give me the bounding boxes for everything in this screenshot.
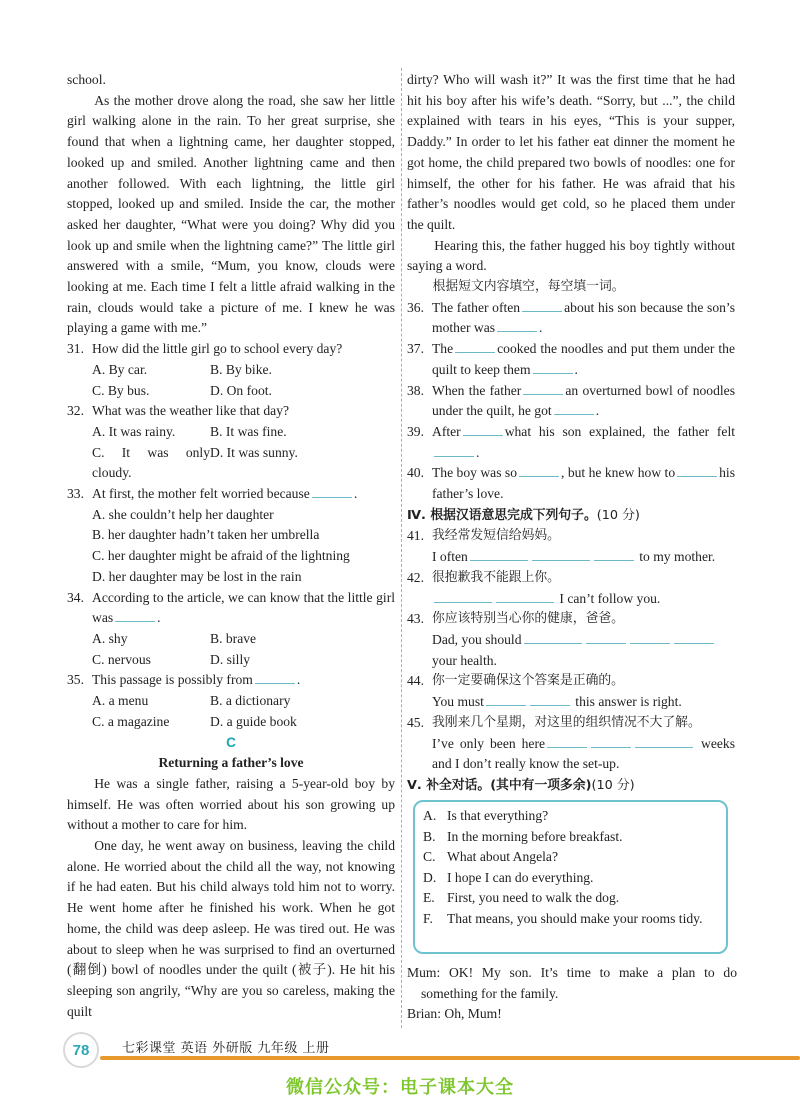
question-text: an overturned bowl of noodles under the quilt, he got	[432, 382, 736, 419]
question-text: According to the article, we can know that the little girl was	[92, 589, 395, 626]
question-number: 45.	[407, 714, 424, 730]
question-text: Dad, you should	[432, 631, 522, 647]
watermark: 微信公众号：电子课本大全	[286, 1077, 514, 1098]
dialogue-option	[423, 806, 718, 827]
passage-paragraph: dirty? Who will wash it?” It was the first time that he had hit his boy after his wife’s death. “Sorry, but ...”, the child explained with tears in his eyes, “This is your supper, Daddy.” In order to let his father eat dinner the moment he got home, the child prepared two bowls of noodles: one for himself, the other for his father. He was afraid that his father’s noodles would get cold, so he placed them under the quilt.	[407, 72, 735, 232]
question-number: 44.	[407, 673, 424, 689]
answer-blank[interactable]	[522, 298, 562, 312]
question-number: 31.	[67, 341, 84, 357]
answer-blank[interactable]	[434, 589, 492, 603]
option-d: D. her daughter may be lost in the rain	[92, 568, 302, 584]
question-text: , but he knew how to	[561, 465, 676, 481]
section-heading	[407, 775, 735, 797]
question-44	[407, 671, 735, 712]
question-text: I can’t follow you.	[559, 590, 661, 606]
question-text: cooked the noodles and put them under the quilt to keep them	[432, 341, 735, 377]
punct: .	[595, 403, 600, 419]
answer-blank[interactable]	[591, 734, 631, 748]
option-text: That means, you should make your rooms tidy.	[447, 910, 703, 926]
answer-blank[interactable]	[455, 339, 495, 353]
option-letter: B.	[423, 828, 436, 844]
question-number: 43.	[407, 611, 424, 627]
option-b: B. It was fine.	[210, 423, 287, 439]
question-number: 40.	[407, 465, 424, 481]
passage-paragraph: As the mother drove along the road, she saw her little girl walking alone in the rain. To her great surprise, she found that when a lightning came, her daughter stopped, looked up and smiled. Another lightning came and then another followed. With each lightning, the little girl stopped, looked up and smiled. Inside the car, the mother asked her daughter, “What were you doing? Why did you look up and smile when the lightning came?” The little girl answered with a smile, “Mum, you know, clouds were looking at me. Each time I felt a little afraid walking in the rain, clouds would take a picture of me. I knew he was playing a game with me.”	[67, 92, 395, 336]
chinese-prompt: 你应该特别当心你的健康，爸爸。	[432, 611, 624, 627]
answer-blank[interactable]	[530, 692, 570, 706]
punct: .	[476, 444, 480, 460]
chinese-prompt: 我经常发短信给妈妈。	[432, 528, 560, 544]
option-text: First, you need to walk the dog.	[447, 890, 620, 906]
question-number: 32.	[67, 403, 84, 419]
option-c: C. It was only cloudy.	[92, 444, 210, 481]
passage-text: school.	[67, 72, 106, 87]
dialogue-line: Brian: Oh, Mum!	[407, 1006, 502, 1022]
dialogue-options-box	[413, 800, 728, 954]
answer-blank[interactable]	[594, 547, 634, 561]
question-number: 39.	[407, 423, 424, 439]
chinese-prompt: 我刚来几个星期，对这里的组织情况不大了解。	[432, 714, 701, 730]
punct: .	[296, 672, 301, 688]
answer-blank[interactable]	[524, 630, 582, 644]
question-text: about his son because the son’s mother was	[432, 299, 735, 336]
option-c: C. By bus.	[92, 382, 150, 398]
option-text: I hope I can do everything.	[447, 869, 594, 885]
question-text: How did the little girl go to school every day?	[92, 341, 343, 357]
option-letter: F.	[423, 910, 433, 926]
option-a: A. It was rainy.	[92, 423, 176, 439]
section-title: Ⅳ. 根据汉语意思完成下列句子。	[407, 507, 597, 523]
question-number: 41.	[407, 528, 424, 544]
option-text: What about Angela?	[447, 849, 558, 865]
question-number: 34.	[67, 589, 84, 605]
page-number: 78	[63, 1032, 99, 1068]
option-b: B. brave	[210, 630, 257, 646]
passage-title: Returning a father’s love	[158, 755, 304, 771]
passage-paragraph: One day, he went away on business, leaving the child alone. He worried about the child all the way, not knowing if he had eaten. But his child always told him not to worry. He went home after he finished his work. When he got home, the child was deep asleep. He was tired out. He was about to sleep when he was surprised to find an overturned (翻倒) bowl of noodles under the quilt (被子). He hit his sleeping son angrily, “Why are you so careless, making the quilt	[67, 838, 395, 1019]
answer-blank[interactable]	[677, 463, 717, 477]
answer-blank[interactable]	[312, 484, 352, 498]
dialogue-line: Mum: OK! My son. It’s time to make a plan to do something for the family.	[407, 965, 737, 1001]
question-number: 35.	[67, 672, 84, 688]
answer-blank[interactable]	[554, 401, 594, 415]
question-34	[67, 588, 395, 671]
chinese-prompt: 你一定要确保这个答案是正确的。	[432, 673, 624, 689]
left-column	[67, 70, 395, 1022]
passage-paragraph: Hearing this, the father hugged his boy tightly without saying a word.	[407, 237, 735, 274]
question-text: What was the weather like that day?	[92, 403, 290, 419]
question-text: At first, the mother felt worried because	[92, 486, 310, 502]
answer-blank[interactable]	[470, 547, 528, 561]
question-36	[407, 298, 735, 339]
question-text: to my mother.	[639, 549, 716, 565]
section-letter: C	[226, 734, 236, 750]
question-text: When the father	[432, 382, 522, 398]
section-heading	[407, 505, 735, 527]
punct: .	[353, 486, 358, 502]
instruction: 根据短文内容填空，每空填一词。	[432, 279, 625, 295]
answer-blank[interactable]	[586, 630, 626, 644]
option-letter: E.	[423, 890, 435, 906]
section-title: Ⅴ. 补全对话。(其中有一项多余)	[407, 777, 592, 793]
option-c: C. her daughter might be afraid of the lightning	[92, 548, 350, 564]
section-points: (10 分)	[596, 507, 640, 523]
question-42	[407, 568, 735, 609]
question-32	[67, 401, 395, 484]
answer-blank[interactable]	[255, 670, 295, 684]
question-text: what his son explained, the father felt	[504, 423, 735, 439]
book-title: 七彩课堂 英语 外研版 九年级 上册	[122, 1041, 330, 1056]
answer-blank[interactable]	[532, 547, 590, 561]
option-b: B. her daughter hadn’t taken her umbrella	[92, 527, 320, 543]
question-31	[67, 339, 395, 401]
question-number: 36.	[407, 299, 424, 315]
question-38	[407, 381, 735, 422]
answer-blank[interactable]	[630, 630, 670, 644]
option-a: A. By car.	[92, 361, 148, 377]
option-a: A. a menu	[92, 693, 149, 709]
question-40	[407, 463, 735, 504]
option-c: C. nervous	[92, 651, 151, 667]
option-text: Is that everything?	[447, 808, 549, 823]
question-45	[407, 713, 735, 775]
section-points: (10 分)	[591, 777, 635, 793]
option-a: A. she couldn’t help her daughter	[92, 506, 274, 522]
punct: .	[157, 610, 161, 626]
punct: .	[574, 361, 578, 377]
question-text: The	[432, 341, 454, 357]
answer-blank[interactable]	[547, 734, 587, 748]
option-b: B. a dictionary	[210, 693, 291, 709]
question-text: this answer is right.	[575, 694, 682, 710]
question-number: 37.	[407, 341, 424, 357]
punct: .	[539, 320, 543, 336]
question-35	[67, 670, 395, 732]
footer-rule	[100, 1056, 800, 1060]
dialogue-option	[423, 868, 718, 889]
option-letter: D.	[423, 869, 437, 885]
dialogue-option	[423, 909, 718, 930]
answer-blank[interactable]	[463, 422, 503, 436]
chinese-prompt: 很抱歉我不能跟上你。	[432, 569, 560, 585]
option-letter: C.	[423, 849, 436, 865]
option-text: In the morning before breakfast.	[447, 828, 623, 844]
dialogue-option	[423, 888, 718, 909]
dialogue-option	[423, 827, 718, 848]
question-33	[67, 484, 395, 588]
column-divider	[401, 68, 402, 1028]
question-text: I often	[432, 549, 468, 565]
question-number: 38.	[407, 382, 424, 398]
answer-blank[interactable]	[434, 443, 474, 457]
question-text: weeks and I don’t really know the set-up.	[432, 735, 735, 772]
answer-blank[interactable]	[523, 381, 563, 395]
option-c: C. a magazine	[92, 713, 170, 729]
dialogue	[407, 963, 737, 1025]
option-b: B. By bike.	[210, 361, 272, 377]
answer-blank[interactable]	[497, 318, 537, 332]
answer-blank[interactable]	[496, 589, 554, 603]
question-number: 42.	[407, 569, 424, 585]
option-d: D. a guide book	[210, 713, 297, 729]
question-43	[407, 609, 735, 671]
dialogue-option	[423, 847, 718, 868]
question-number: 33.	[67, 486, 84, 502]
option-letter: A.	[423, 808, 437, 823]
question-text: your health.	[432, 652, 497, 668]
answer-blank[interactable]	[486, 692, 526, 706]
question-text: After	[432, 423, 461, 439]
right-column	[407, 70, 735, 797]
question-41	[407, 526, 735, 567]
question-text: You must	[432, 694, 484, 710]
option-d: D. It was sunny.	[210, 444, 298, 460]
option-d: D. silly	[210, 651, 251, 667]
question-39	[407, 422, 735, 463]
question-text: I’ve only been here	[432, 735, 546, 751]
option-a: A. shy	[92, 630, 128, 646]
passage-paragraph: He was a single father, raising a 5-year-old boy by himself. He was often worried about his son growing up without a mother to care for him.	[67, 775, 395, 833]
answer-blank[interactable]	[519, 463, 559, 477]
answer-blank[interactable]	[533, 360, 573, 374]
answer-blank[interactable]	[674, 630, 714, 644]
answer-blank[interactable]	[635, 734, 693, 748]
question-text: The boy was so	[432, 465, 518, 481]
question-text: his father’s love.	[432, 465, 735, 502]
question-text: This passage is possibly from	[92, 672, 253, 688]
answer-blank[interactable]	[115, 608, 155, 622]
question-text: The father often	[432, 299, 521, 315]
option-d: D. On foot.	[210, 382, 272, 398]
question-37	[407, 339, 735, 380]
